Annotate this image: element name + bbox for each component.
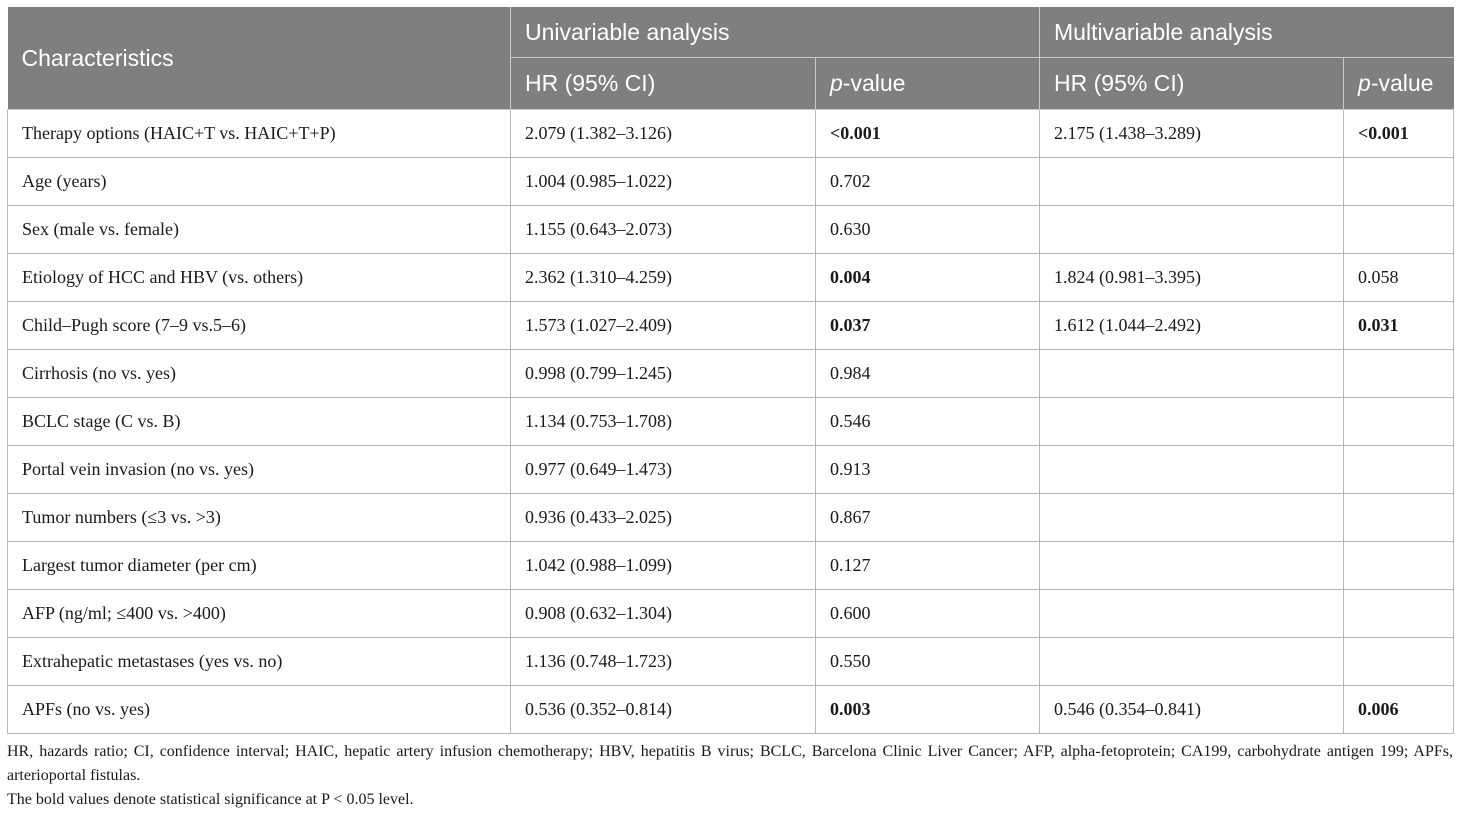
uni-p-cell: 0.127 [816,542,1040,590]
multi-p-cell [1344,494,1454,542]
uni-hr-cell: 1.134 (0.753–1.708) [511,398,816,446]
uni-p-cell: 0.867 [816,494,1040,542]
multi-hr-cell [1040,638,1344,686]
table-row [8,254,1454,302]
characteristic-cell: Portal vein invasion (no vs. yes) [8,446,511,494]
table-row [8,206,1454,254]
uni-p-cell: 0.600 [816,590,1040,638]
table-row [8,494,1454,542]
characteristic-cell: Etiology of HCC and HBV (vs. others) [8,254,511,302]
table-row [8,590,1454,638]
multi-p-cell: 0.058 [1344,254,1454,302]
p-italic-label: p [830,70,843,96]
multi-hr-cell: 1.824 (0.981–3.395) [1040,254,1344,302]
uni-p-cell: 0.003 [816,686,1040,734]
header-multi-p [1344,58,1454,110]
uni-p-cell: 0.546 [816,398,1040,446]
table-row [8,350,1454,398]
table-row [8,110,1454,158]
characteristic-cell: BCLC stage (C vs. B) [8,398,511,446]
multi-hr-cell [1040,590,1344,638]
uni-hr-cell: 1.042 (0.988–1.099) [511,542,816,590]
multi-p-cell [1344,206,1454,254]
uni-p-cell: 0.913 [816,446,1040,494]
table-header [8,7,1454,110]
characteristic-cell: Largest tumor diameter (per cm) [8,542,511,590]
multi-p-cell [1344,398,1454,446]
uni-hr-cell: 0.998 (0.799–1.245) [511,350,816,398]
multi-p-cell [1344,638,1454,686]
table-row [8,686,1454,734]
uni-hr-cell: 1.155 (0.643–2.073) [511,206,816,254]
multi-hr-cell [1040,350,1344,398]
header-multivariable: Multivariable analysis [1040,7,1454,58]
multi-p-cell [1344,350,1454,398]
uni-p-cell: 0.630 [816,206,1040,254]
table-row [8,638,1454,686]
uni-hr-cell: 1.573 (1.027–2.409) [511,302,816,350]
results-table [7,7,1454,734]
characteristic-cell: Therapy options (HAIC+T vs. HAIC+T+P) [8,110,511,158]
uni-hr-cell: 0.536 (0.352–0.814) [511,686,816,734]
table-footnotes [7,740,1453,812]
uni-hr-cell: 0.908 (0.632–1.304) [511,590,816,638]
multi-hr-cell [1040,446,1344,494]
table-row [8,398,1454,446]
uni-hr-cell: 0.936 (0.433–2.025) [511,494,816,542]
table-row [8,446,1454,494]
header-uni-p [816,58,1040,110]
uni-p-cell: 0.550 [816,638,1040,686]
table-row [8,302,1454,350]
multi-hr-cell: 0.546 (0.354–0.841) [1040,686,1344,734]
significance-note: The bold values denote statistical significance at P < 0.05 level. [7,791,414,808]
characteristic-cell: Cirrhosis (no vs. yes) [8,350,511,398]
multi-p-cell [1344,542,1454,590]
characteristic-cell: APFs (no vs. yes) [8,686,511,734]
multi-p-cell: 0.031 [1344,302,1454,350]
header-univariable: Univariable analysis [511,7,1040,58]
header-row-1 [8,7,1454,58]
multi-hr-cell: 1.612 (1.044–2.492) [1040,302,1344,350]
uni-p-cell: <0.001 [816,110,1040,158]
table-row [8,542,1454,590]
uni-p-cell: 0.984 [816,350,1040,398]
multi-hr-cell [1040,158,1344,206]
table-container [7,7,1453,812]
p-suffix-label: -value [1370,70,1434,96]
characteristic-cell: Extrahepatic metastases (yes vs. no) [8,638,511,686]
multi-hr-cell: 2.175 (1.438–3.289) [1040,110,1344,158]
multi-p-cell: <0.001 [1344,110,1454,158]
uni-hr-cell: 0.977 (0.649–1.473) [511,446,816,494]
uni-hr-cell: 2.079 (1.382–3.126) [511,110,816,158]
uni-hr-cell: 1.136 (0.748–1.723) [511,638,816,686]
uni-p-cell: 0.037 [816,302,1040,350]
characteristic-cell: Tumor numbers (≤3 vs. >3) [8,494,511,542]
characteristic-cell: Age (years) [8,158,511,206]
multi-hr-cell [1040,398,1344,446]
multi-p-cell [1344,446,1454,494]
uni-p-cell: 0.004 [816,254,1040,302]
header-multi-hr: HR (95% CI) [1040,58,1344,110]
p-italic-label: p [1358,70,1371,96]
multi-p-cell [1344,158,1454,206]
multi-hr-cell [1040,542,1344,590]
characteristic-cell: AFP (ng/ml; ≤400 vs. >400) [8,590,511,638]
uni-hr-cell: 2.362 (1.310–4.259) [511,254,816,302]
uni-hr-cell: 1.004 (0.985–1.022) [511,158,816,206]
p-suffix-label: -value [842,70,906,96]
table-body [8,110,1454,734]
header-characteristics: Characteristics [8,7,511,110]
multi-p-cell: 0.006 [1344,686,1454,734]
multi-hr-cell [1040,206,1344,254]
characteristic-cell: Sex (male vs. female) [8,206,511,254]
abbreviations-note: HR, hazards ratio; CI, confidence interval; HAIC, hepatic artery infusion chemotherapy; HBV, hepatitis B virus; BCLC, Barcelona Clinic Liver Cancer; AFP, alpha-fetoprotein; CA199, carbohydrate antigen 199; APFs, arterioportal fistulas. [7,743,1453,784]
table-row [8,158,1454,206]
uni-p-cell: 0.702 [816,158,1040,206]
multi-p-cell [1344,590,1454,638]
characteristic-cell: Child–Pugh score (7–9 vs.5–6) [8,302,511,350]
multi-hr-cell [1040,494,1344,542]
header-uni-hr: HR (95% CI) [511,58,816,110]
